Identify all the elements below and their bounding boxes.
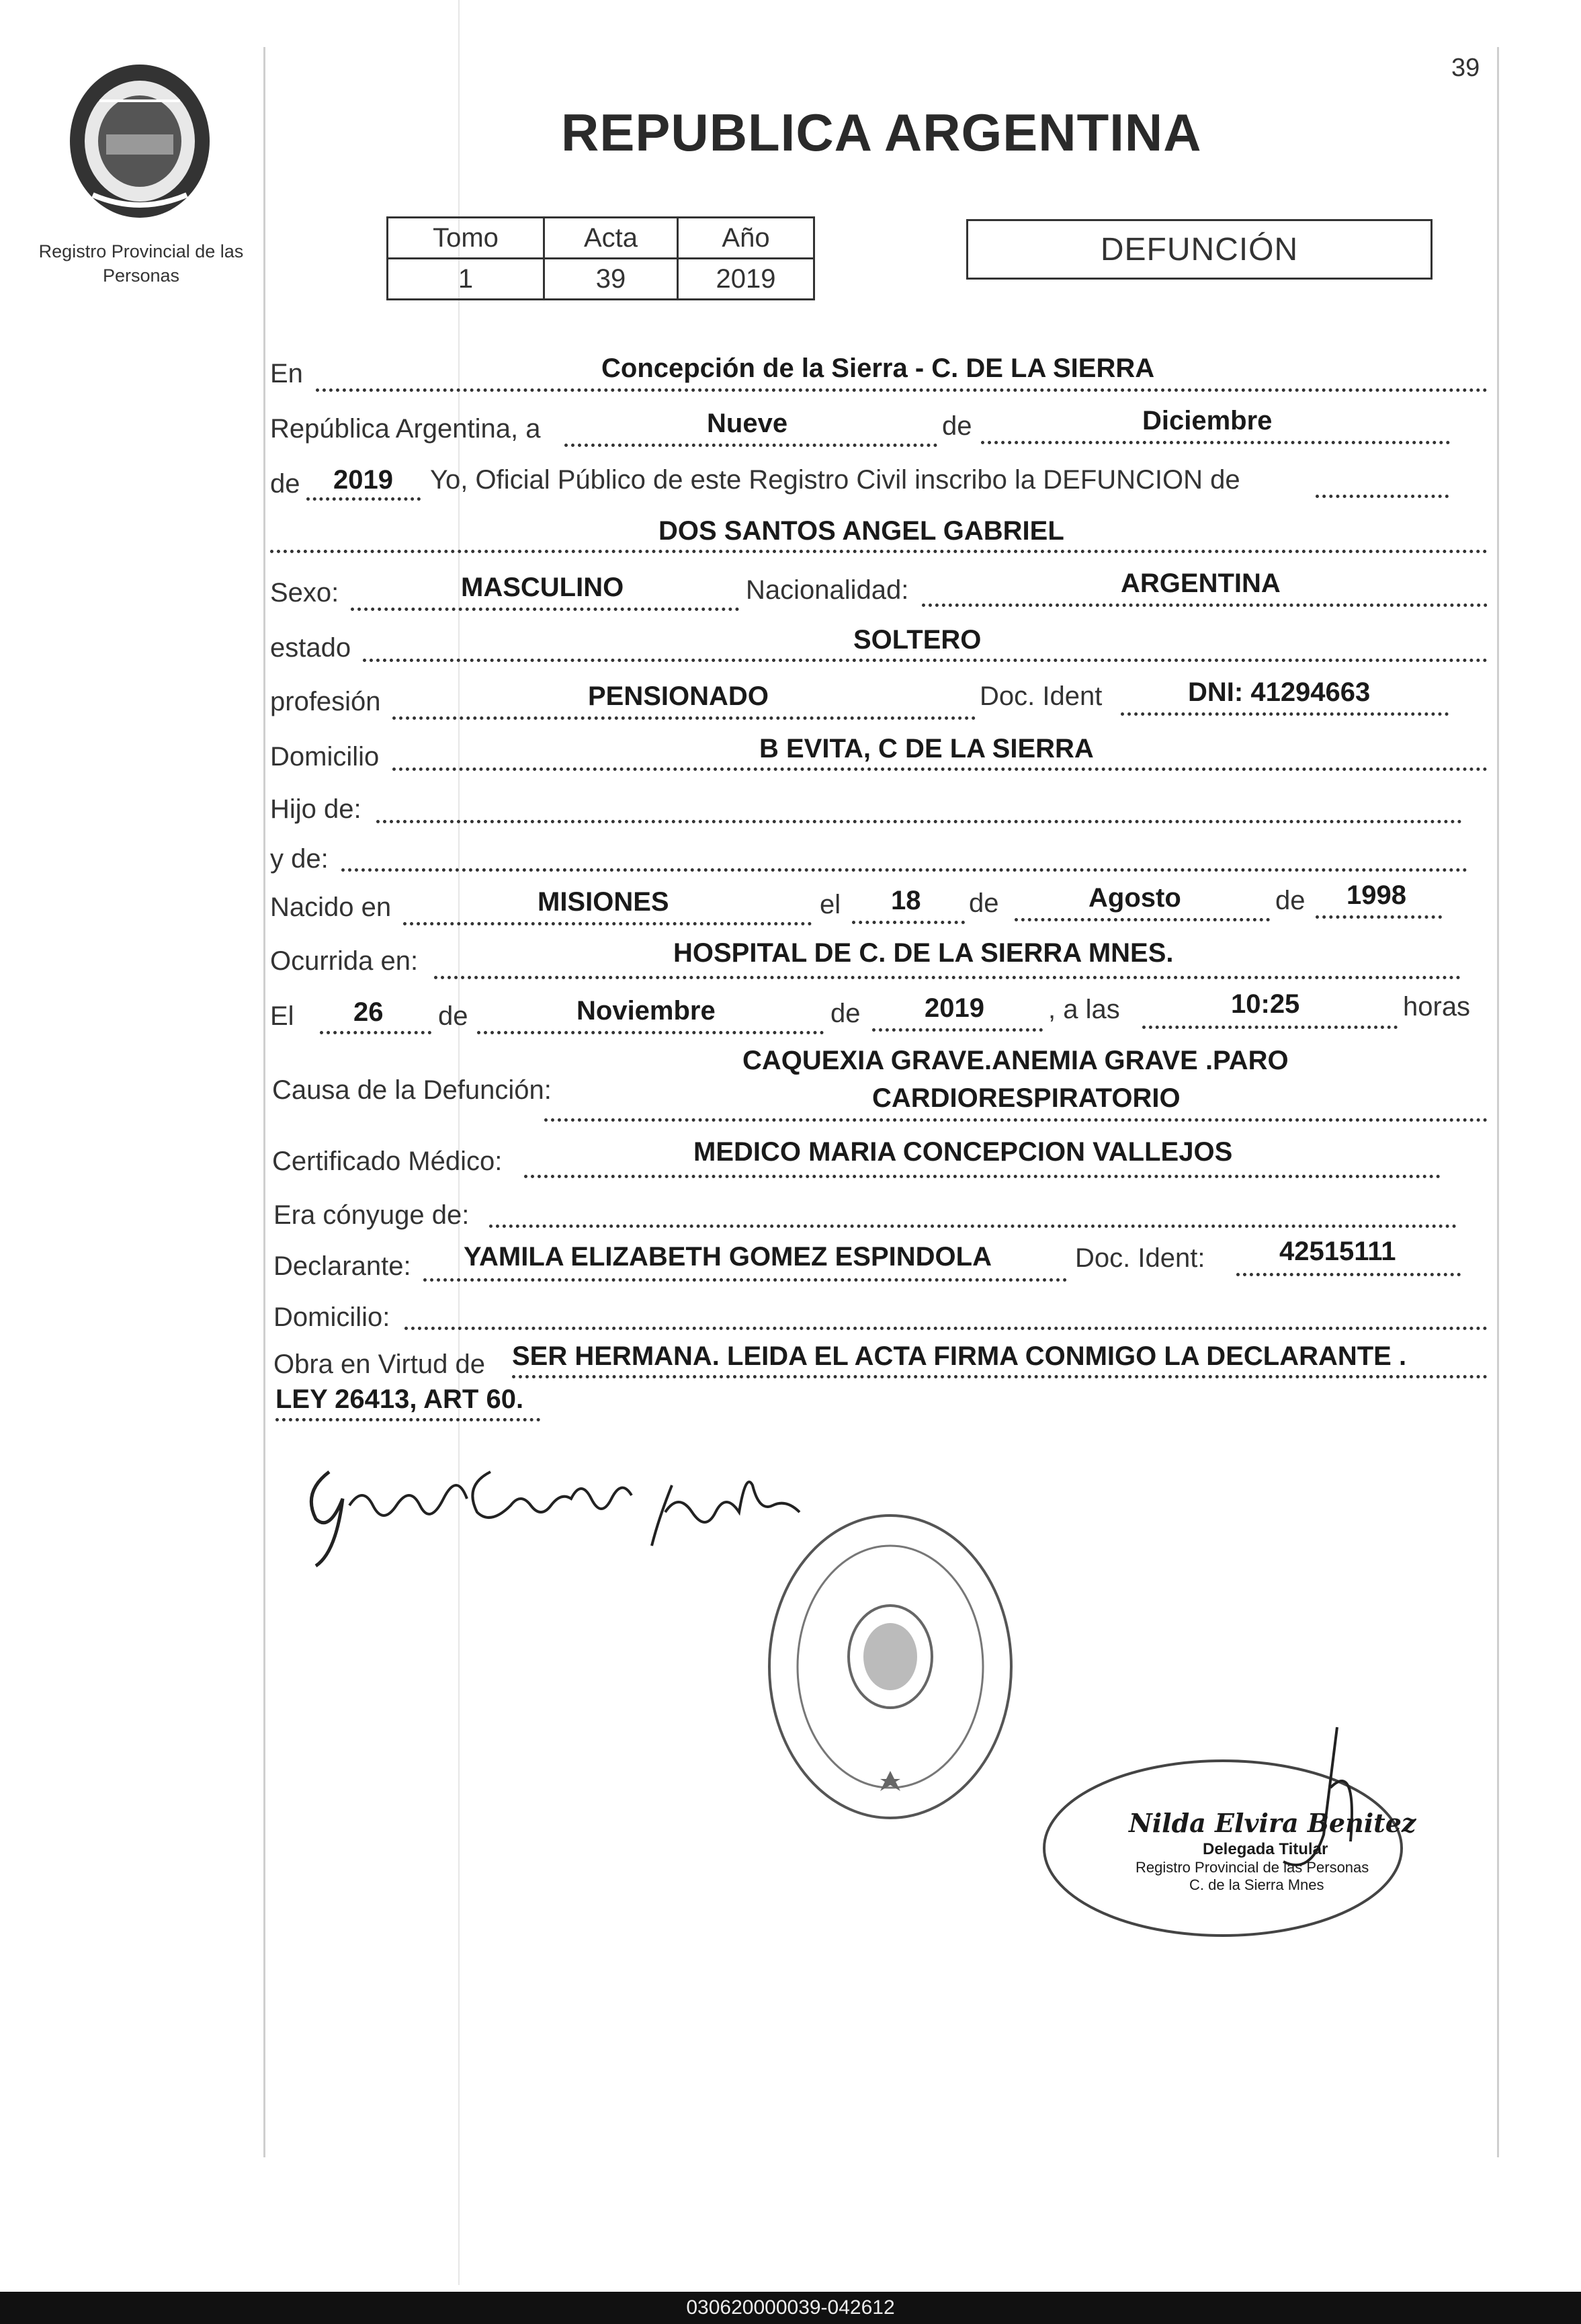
certificado-value: MEDICO MARIA CONCEPCION VALLEJOS (693, 1137, 1233, 1167)
domicilio-value: B EVITA, C DE LA SIERRA (759, 734, 1094, 763)
hijo-de-label: Hijo de: (270, 794, 361, 824)
declarante-line (423, 1278, 1067, 1282)
el-cap-label: El (270, 1001, 294, 1031)
fold-line (458, 0, 460, 2285)
official-line3: C. de la Sierra Mnes (1189, 1876, 1324, 1893)
de-label-1: de (942, 411, 972, 441)
official-line1: Delegada Titular (1203, 1840, 1328, 1858)
page-number: 39 (1451, 54, 1480, 82)
page-title: REPUBLICA ARGENTINA (561, 103, 1202, 162)
nombre-value: DOS SANTOS ANGEL GABRIEL (658, 516, 1064, 546)
declarante-value: YAMILA ELIZABETH GOMEZ ESPINDOLA (464, 1242, 992, 1272)
nacionalidad-label: Nacionalidad: (746, 575, 909, 605)
republica-label: República Argentina, a (270, 414, 541, 444)
tomo-value: 1 (388, 259, 544, 300)
nacionalidad-value: ARGENTINA (1121, 569, 1281, 598)
de-label-4: de (1275, 886, 1306, 915)
anio-label: Año (678, 218, 814, 259)
de-label-2: de (270, 469, 300, 499)
ocurrida-en-line (434, 976, 1461, 979)
official-name: Nilda Elvira Benitez (1129, 1808, 1416, 1838)
left-margin-line (263, 47, 265, 2157)
declarante-label: Declarante: (273, 1251, 411, 1281)
estado-line (363, 659, 1488, 662)
hijo-de-line (376, 820, 1462, 823)
tomo-label: Tomo (388, 218, 544, 259)
domicilio-line (392, 767, 1488, 771)
obra-value-1: SER HERMANA. LEIDA EL ACTA FIRMA CONMIGO LA DECLARANTE . (512, 1341, 1407, 1371)
en-label: En (270, 359, 303, 388)
horas-label: horas (1403, 992, 1471, 1022)
causa-value-1: CAQUEXIA GRAVE.ANEMIA GRAVE .PARO (742, 1046, 1289, 1075)
lugar-value: Concepción de la Sierra - C. DE LA SIERRA (601, 354, 1155, 383)
nombre-line (270, 550, 1488, 553)
def-mes-value: Noviembre (576, 996, 716, 1026)
dni-value: DNI: 41294663 (1188, 677, 1371, 707)
def-mes-line (477, 1031, 824, 1034)
mes-value: Diciembre (1142, 406, 1273, 435)
nac-anio-line (1316, 915, 1442, 919)
nac-mes-line (1015, 918, 1270, 921)
lugar-line (316, 388, 1488, 392)
domicilio-line-2 (404, 1327, 1488, 1330)
conyuge-line (489, 1225, 1457, 1228)
anio-value-row: 2019 (333, 465, 393, 495)
obra-label: Obra en Virtud de (273, 1350, 486, 1379)
nacionalidad-line (922, 604, 1488, 607)
yo-line (1316, 495, 1449, 498)
province-logo (66, 60, 214, 225)
de-label-6: de (830, 999, 861, 1028)
el-label: el (820, 890, 841, 919)
certificado-line (524, 1175, 1441, 1178)
sexo-line (351, 608, 739, 611)
registry-stamp (763, 1509, 1018, 1828)
ocurrida-en-label: Ocurrida en: (270, 946, 419, 976)
def-anio-value: 2019 (925, 993, 984, 1023)
causa-label: Causa de la Defunción: (272, 1075, 552, 1105)
de-label-3: de (969, 888, 999, 918)
nacido-en-line (403, 922, 812, 925)
declarante-doc-line (1236, 1273, 1461, 1276)
ocurrida-en-value: HOSPITAL DE C. DE LA SIERRA MNES. (673, 938, 1174, 968)
certificado-label: Certificado Médico: (272, 1147, 503, 1176)
a-las-label: , a las (1048, 995, 1120, 1024)
doc-ident-label: Doc. Ident (980, 681, 1103, 711)
obra-value-2: LEY 26413, ART 60. (275, 1384, 524, 1414)
registry-name: Registro Provincial de las Personas (38, 241, 244, 286)
tomo-acta-anio-table (386, 216, 815, 300)
sexo-label: Sexo: (270, 578, 339, 608)
y-de-line (341, 868, 1467, 872)
document-type-box: DEFUNCIÓN (966, 219, 1433, 280)
mes-line (981, 441, 1450, 444)
profesion-label: profesión (270, 687, 381, 716)
nac-anio-value: 1998 (1347, 880, 1406, 910)
acta-label: Acta (544, 218, 678, 259)
nac-dia-line (852, 921, 965, 924)
dni-line (1121, 712, 1449, 716)
dia-value: Nueve (707, 409, 788, 438)
nacido-en-label: Nacido en (270, 893, 392, 922)
official-line2: Registro Provincial de las Personas (1136, 1859, 1369, 1876)
y-de-label: y de: (270, 844, 329, 874)
def-dia-line (320, 1031, 431, 1034)
dia-line (564, 444, 937, 447)
def-hora-line (1142, 1026, 1398, 1029)
de-label-5: de (438, 1001, 468, 1031)
estado-value: SOLTERO (853, 625, 982, 655)
domicilio-label-2: Domicilio: (273, 1302, 390, 1332)
profesion-value: PENSIONADO (588, 681, 769, 711)
declarante-doc-value: 42515111 (1279, 1237, 1396, 1266)
anio-value: 2019 (678, 259, 814, 300)
footer-code: 030620000039-042612 (0, 2292, 1581, 2324)
nacido-en-value: MISIONES (538, 887, 669, 917)
causa-line (544, 1118, 1488, 1122)
conyuge-label: Era cónyuge de: (273, 1200, 470, 1230)
def-dia-value: 26 (353, 997, 384, 1027)
nac-mes-value: Agosto (1088, 883, 1181, 913)
def-hora-value: 10:25 (1231, 989, 1300, 1019)
obra-line-1 (512, 1375, 1488, 1378)
right-margin-line (1497, 47, 1499, 2157)
obra-line-2 (275, 1418, 540, 1421)
acta-value: 39 (544, 259, 678, 300)
doc-ident-label-2: Doc. Ident: (1075, 1243, 1205, 1273)
yo-text: Yo, Oficial Público de este Registro Civil inscribo la DEFUNCION de (430, 465, 1240, 495)
def-anio-line (872, 1028, 1043, 1032)
causa-value-2: CARDIORESPIRATORIO (872, 1083, 1181, 1113)
sexo-value: MASCULINO (461, 573, 624, 602)
profesion-line (392, 716, 976, 720)
domicilio-label: Domicilio (270, 742, 380, 772)
nac-dia-value: 18 (891, 886, 921, 915)
estado-label: estado (270, 633, 351, 663)
official-stamp (1041, 1720, 1445, 1942)
anio-line (306, 497, 421, 501)
